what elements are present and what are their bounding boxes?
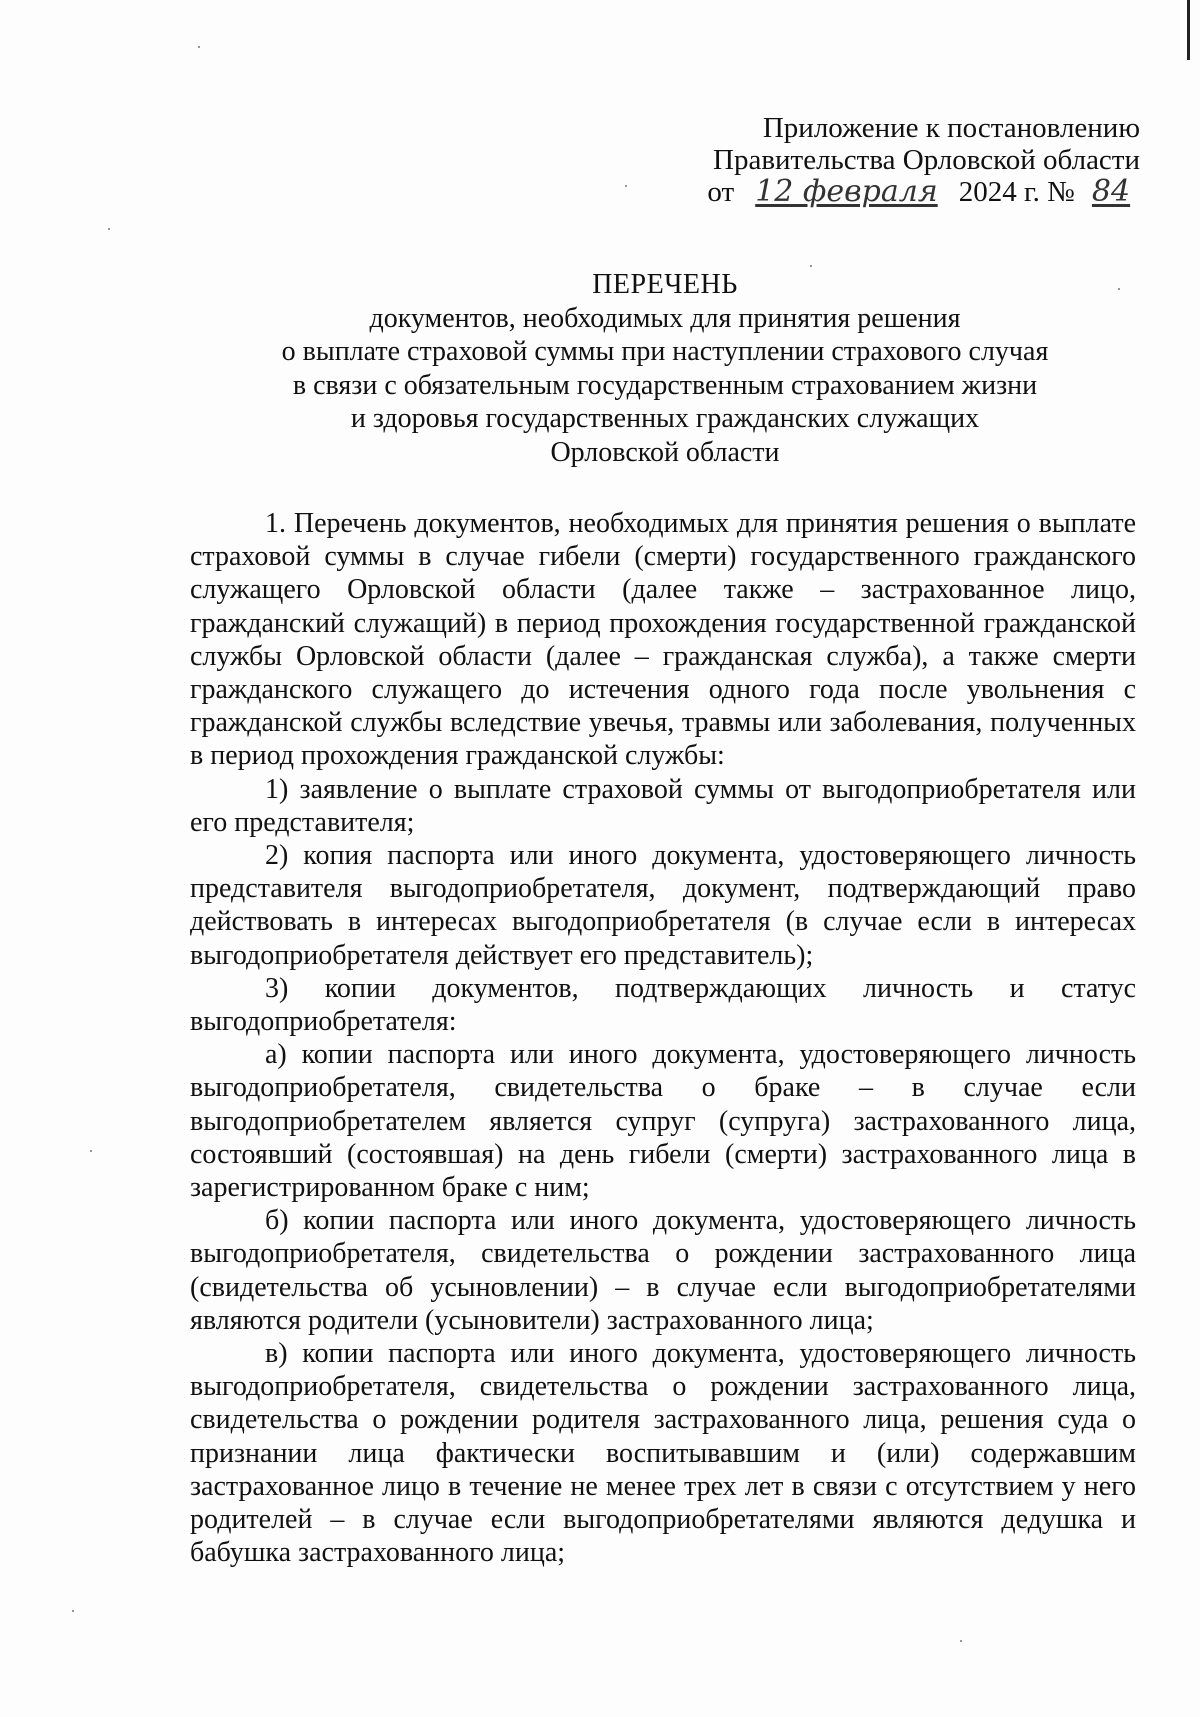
title-line: документов, необходимых для принятия решения — [369, 302, 961, 334]
document-title — [190, 268, 1140, 469]
scan-speck — [960, 1640, 962, 1642]
item-3: 3) копии документов, подтверждающих личность и статус выгодоприобретателя: — [190, 972, 1136, 1038]
handwritten-number: 84 — [1091, 174, 1131, 209]
appendix-line-1: Приложение к постановлению — [762, 112, 1140, 144]
scan-speck — [72, 1610, 74, 1612]
scan-speck — [1118, 288, 1120, 290]
appendix-line-2: Правительства Орловской области — [713, 144, 1140, 176]
scan-speck — [625, 185, 627, 187]
year-label: 2024 г. № — [958, 176, 1075, 208]
subitem-a: а) копии паспорта или иного документа, удостоверяющего личность выгодоприобретателя, свидетельства о браке – в случае если выгодоприобретателем является супруг (супруга) застрахованного лица, состоявший (состоявшая) на день гибели (смерти) застрахованного лица в зарегистрированном браке с ним; — [190, 1039, 1136, 1204]
paragraph-1: 1. Перечень документов, необходимых для принятия решения о выплате страховой суммы в случае гибели (смерти) государственного гражданского служащего Орловской области (далее также – застрахованное лицо, гражданский служащий) в период прохождения государственной гражданской службы Орловской области (далее – гражданская служба), а также смерти гражданского служащего до истечения одного года после увольнения с гражданской службы вследствие увечья, травмы или заболевания, полученных в период прохождения гражданской службы: — [190, 508, 1136, 772]
item-1: 1) заявление о выплате страховой суммы от выгодоприобретателя или его представителя; — [190, 773, 1136, 838]
title-line: в связи с обязательным государственным страхованием жизни — [292, 369, 1038, 401]
appendix-date-line — [700, 176, 1140, 208]
scan-speck — [90, 1150, 92, 1152]
date-prefix: от — [707, 176, 735, 208]
document-body — [190, 507, 1136, 1570]
title-line: и здоровья государственных гражданских служащих — [350, 403, 980, 434]
scan-edge-mark — [1187, 0, 1190, 60]
item-2: 2) копия паспорта или иного документа, удостоверяющего личность представителя выгодоприобретателя, документ, подтверждающий право действовать в интересах выгодоприобретателя (в случае если в интересах выгодоприобретателя действует его представитель); — [190, 840, 1136, 971]
title-line: Орловской области — [550, 436, 780, 468]
scan-speck — [198, 46, 200, 48]
scan-speck — [810, 265, 812, 267]
subitem-b: б) копии паспорта или иного документа, удостоверяющего личность выгодоприобретателя, свидетельства о рождении застрахованного лица (свидетельства об усыновлении) – в случае если выгодоприобретателями являются родители (усыновители) застрахованного лица; — [190, 1205, 1136, 1336]
scan-speck — [108, 228, 110, 230]
subitem-v: в) копии паспорта или иного документа, удостоверяющего личность выгодоприобретателя, свидетельства о рождении застрахованного лица, свидетельства о рождении родителя застрахованного лица, решения суда о признании лица фактически воспитывавшим и (или) содержавшим застрахованное лицо в течение не менее трех лет в связи с отсутствием у него родителей – в случае если выгодоприобретателями являются дедушка и бабушка застрахованного лица; — [190, 1338, 1136, 1569]
title-main: ПЕРЕЧЕНЬ — [592, 269, 738, 300]
title-line: о выплате страховой суммы при наступлении страхового случая — [281, 336, 1049, 367]
appendix-header — [700, 112, 1140, 208]
handwritten-date: 12 февраля — [755, 174, 938, 209]
